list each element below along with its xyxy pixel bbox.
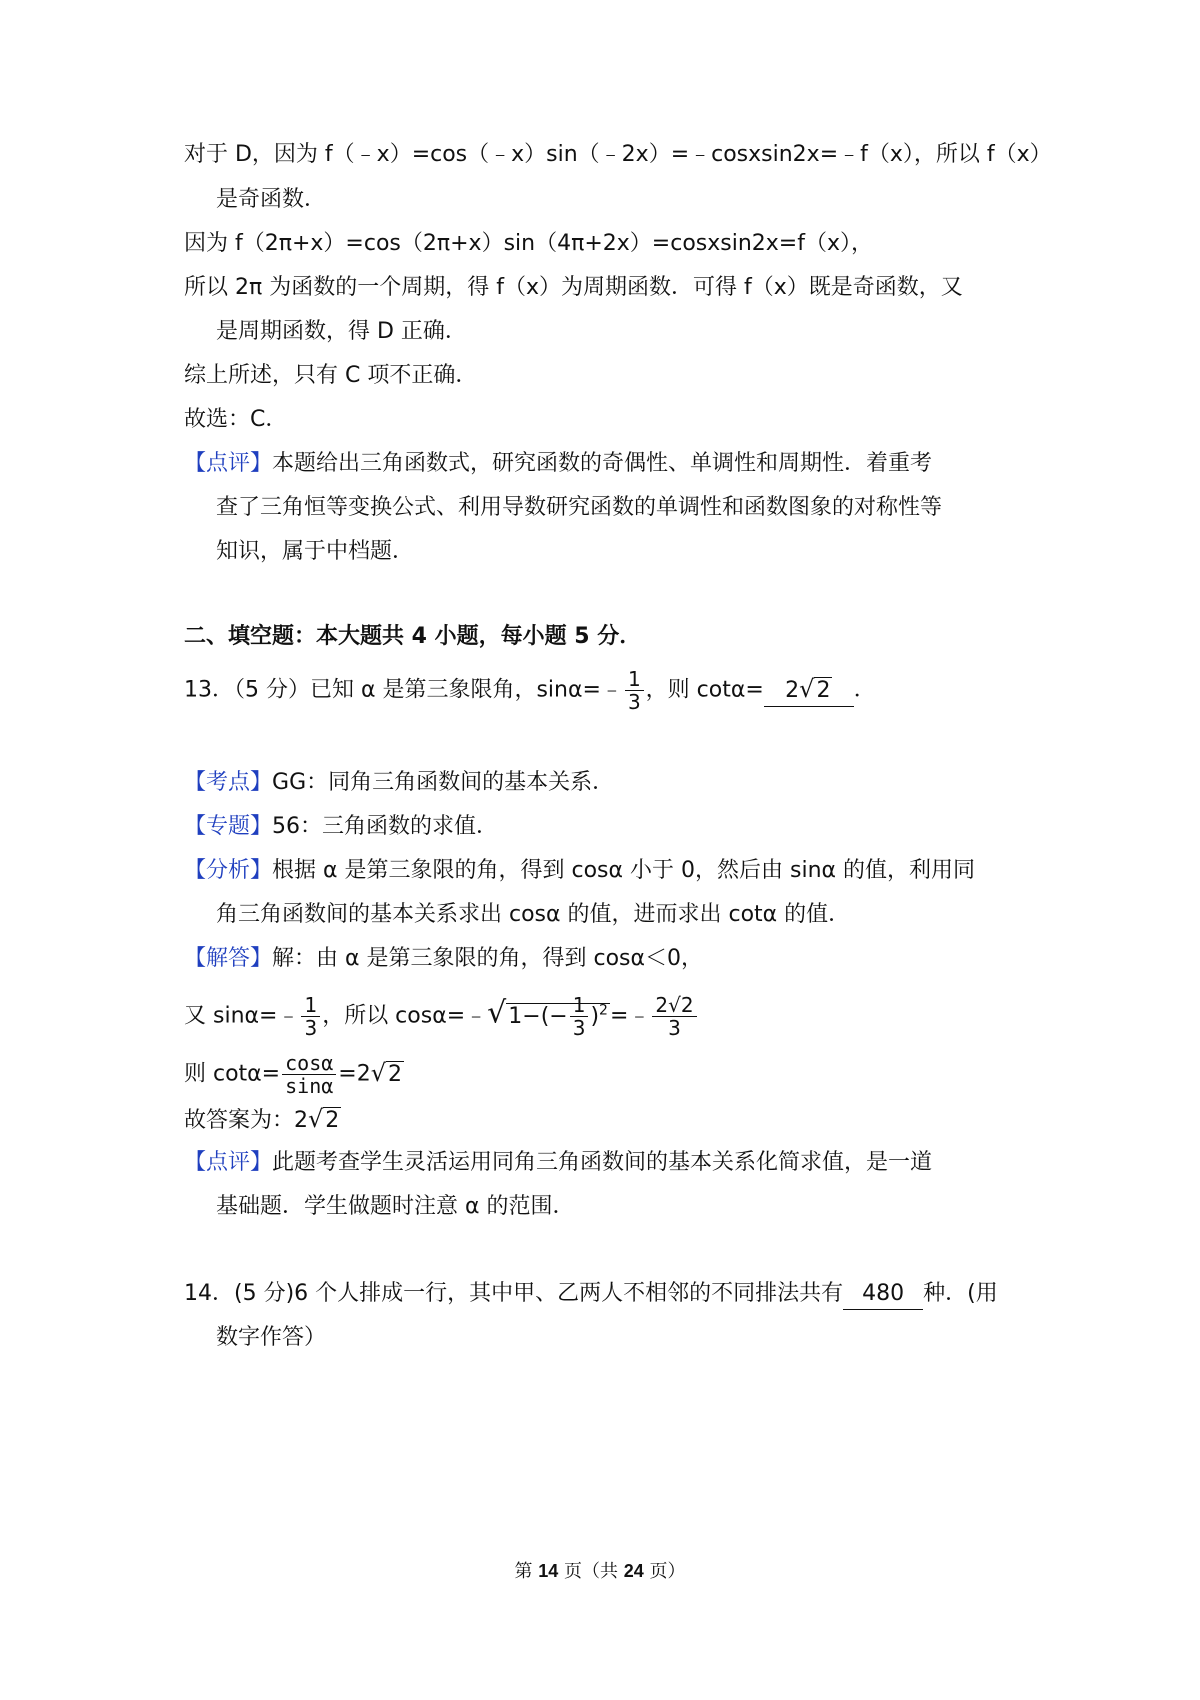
review-text: 此题考查学生灵活运用同角三角函数间的基本关系化简求值，是一道 [272, 1150, 933, 1175]
frac-den: 3 [668, 1016, 681, 1040]
fraction [570, 994, 589, 1039]
fraction [625, 668, 644, 713]
sqrt-icon: √ [799, 674, 815, 703]
frac-num: 1 [570, 994, 589, 1017]
answer-line [184, 1104, 341, 1136]
text-line: 因为 f（2π+x）=cos（2π+x）sin（4π+2x）=cosxsin2x=f（x）， [184, 231, 873, 256]
review-block [184, 449, 932, 479]
page-total: 24 [623, 1561, 644, 1581]
frac-num: 1 [301, 994, 320, 1017]
text-line: 所以 2π 为函数的一个周期，得 f（x）为周期函数．可得 f（x）既是奇函数，又 [184, 275, 963, 300]
answer-coef: 2 [785, 677, 800, 703]
radicand: 2 [816, 677, 831, 703]
review-text: 本题给出三角函数式，研究函数的奇偶性、单调性和周期性．着重考 [272, 451, 933, 476]
sqrt-icon: √ [487, 995, 507, 1031]
frac-num: 1 [625, 668, 644, 691]
fenxi-tag: 【分析】 [184, 858, 273, 883]
eq-text: =2 [338, 1061, 371, 1087]
answer-blank [764, 674, 854, 707]
sqrt-icon: √ [308, 1105, 324, 1133]
frac-den: 3 [572, 1016, 586, 1040]
eq-text: =﹣ [609, 1003, 651, 1029]
kaodian-tag: 【考点】 [184, 770, 273, 795]
footer-text: 第 [514, 1561, 539, 1582]
sqrt-expression [799, 674, 832, 706]
frac-num: cosα [282, 1052, 336, 1075]
text-line: 是奇函数． [216, 187, 327, 212]
sqrt-expression [308, 1104, 341, 1136]
text-line: 查了三角恒等变换公式、利用导数研究函数的单调性和函数图象的对称性等 [216, 495, 943, 520]
page-number: 14 [538, 1561, 559, 1581]
review-tag: 【点评】 [184, 1150, 273, 1175]
eq-text: 又 sinα=﹣ [184, 1003, 300, 1029]
eq-text: 则 cotα= [184, 1061, 281, 1087]
q14-suffix: 种．(用 [923, 1281, 998, 1306]
radicand: 2 [388, 1061, 403, 1087]
radicand [506, 993, 610, 1040]
fraction [301, 994, 320, 1039]
fenxi-text: 根据 α 是第三象限的角，得到 cosα 小于 0，然后由 sinα 的值，利用同 [272, 858, 976, 883]
frac-den: sinα [285, 1074, 334, 1098]
review-tag: 【点评】 [184, 451, 273, 476]
footer-text: 页（共 [558, 1561, 624, 1582]
question-13 [184, 668, 876, 713]
text-line: 数字作答） [216, 1325, 327, 1350]
radicand-part: ) [590, 1003, 600, 1029]
fraction [652, 994, 696, 1039]
text-line: 对于 D，因为 f（﹣x）=cos（﹣x）sin（﹣2x）=﹣cosxsin2x=﹣f（x），所以 f（x） [184, 142, 1052, 167]
jieda-tag: 【解答】 [184, 946, 273, 971]
eq-text: ，所以 cosα=﹣ [322, 1003, 488, 1029]
frac-den: 3 [304, 1016, 318, 1040]
page-footer [0, 1557, 1200, 1583]
answer-text: 故答案为：2 [184, 1108, 308, 1133]
q13-mid: ，则 cotα= [645, 677, 764, 703]
fraction [282, 1052, 336, 1097]
frac-den: 3 [627, 690, 641, 714]
text-line: 角三角函数间的基本关系求出 cosα 的值，进而求出 cotα 的值． [216, 902, 851, 927]
equation-line [184, 994, 699, 1039]
jieda-line [184, 944, 703, 974]
q13-prefix: 13．（5 分）已知 α 是第三象限角，sinα=﹣ [184, 677, 623, 703]
text-line: 是周期函数，得 D 正确． [216, 319, 467, 344]
question-14 [184, 1279, 998, 1310]
jieda-text: 解：由 α 是第三象限的角，得到 cosα＜0， [272, 946, 704, 971]
equation-line [184, 1052, 404, 1097]
q14-prefix: 14．(5 分)6 个人排成一行，其中甲、乙两人不相邻的不同排法共有 [184, 1281, 844, 1306]
q13-suffix: ． [853, 677, 876, 703]
sqrt-icon: √ [370, 1058, 387, 1087]
zhuanti-line [184, 812, 498, 842]
exponent: 2 [599, 1002, 608, 1019]
zhuanti-tag: 【专题】 [184, 814, 273, 839]
sqrt-expression [487, 994, 610, 1039]
text-line: 基础题．学生做题时注意 α 的范围． [216, 1194, 575, 1219]
zhuanti-text: 56：三角函数的求值． [272, 814, 499, 839]
kaodian-line [184, 768, 614, 798]
radicand-part: 1−(− [508, 1003, 568, 1029]
sqrt-expression [371, 1058, 404, 1090]
text-line: 故选：C． [184, 407, 288, 432]
footer-text: 页） [643, 1561, 686, 1582]
frac-num: 2√2 [652, 994, 696, 1017]
fenxi-line [184, 856, 975, 886]
section-title: 二、填空题：本大题共 4 小题，每小题 5 分． [184, 624, 642, 649]
answer-blank: 480 [843, 1279, 923, 1310]
review-block [184, 1148, 932, 1178]
text-line: 知识，属于中档题． [216, 539, 415, 564]
radicand: 2 [325, 1108, 340, 1133]
text-line: 综上所述，只有 C 项不正确． [184, 363, 478, 388]
kaodian-text: GG：同角三角函数间的基本关系． [272, 770, 615, 795]
